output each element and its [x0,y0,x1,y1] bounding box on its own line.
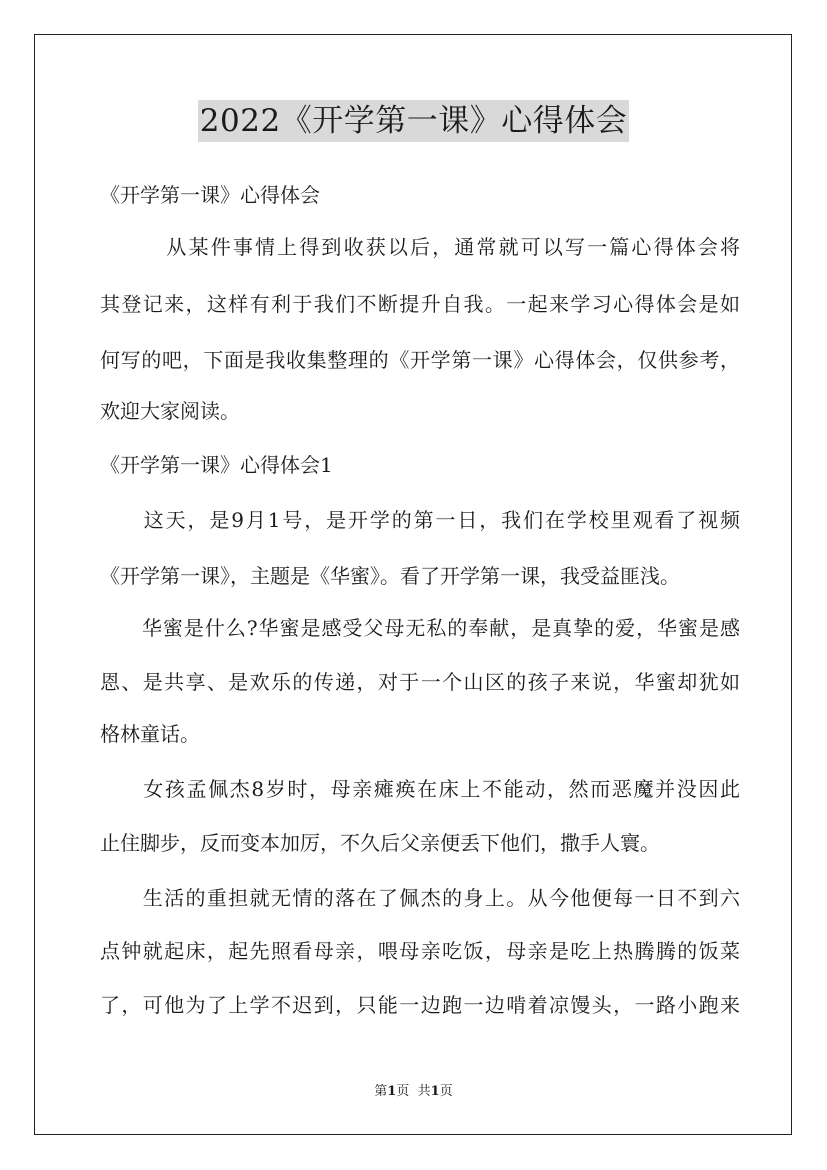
total-suffix: 页 [439,1084,453,1099]
page-suffix: 页 [396,1084,410,1099]
paragraph-line: 华蜜是什么?华蜜是感受父母无私的奉献，是真挚的爱，华蜜是感 [100,616,740,640]
paragraph-line: 其登记来，这样有利于我们不断提升自我。一起来学习心得体会是如 [100,292,740,316]
total-pages: 1 [430,1084,440,1099]
document-title-text: 2022《开学第一课》心得体会 [198,100,629,142]
paragraph-line: 点钟就起床，起先照看母亲，喂母亲吃饭，母亲是吃上热腾腾的饭菜 [100,939,740,963]
page-prefix: 第 [374,1084,388,1099]
total-prefix: 共 [417,1084,431,1099]
paragraph-line: 从某件事情上得到收获以后，通常就可以写一篇心得体会将 [100,235,740,259]
section-heading: 《开学第一课》心得体会 [100,183,320,207]
paragraph-line: 这天，是9月1号，是开学的第一日，我们在学校里观看了视频 [100,508,740,532]
paragraph-line: 格林童话。 [100,722,200,746]
paragraph-line: 《开学第一课》，主题是《华蜜》。看了开学第一课，我受益匪浅。 [100,564,680,588]
section-heading: 《开学第一课》心得体会1 [100,453,333,477]
page-number: 1 [387,1084,397,1099]
paragraph-line: 恩、是共享、是欢乐的传递，对于一个山区的孩子来说，华蜜却犹如 [100,670,740,694]
document-title [0,100,827,142]
paragraph-line: 生活的重担就无情的落在了佩杰的身上。从今他便每一日不到六 [100,886,740,910]
paragraph-line: 欢迎大家阅读。 [100,399,240,423]
paragraph-line: 止住脚步，反而变本加厉，不久后父亲便丢下他们，撒手人寰。 [100,831,660,855]
paragraph-line: 何写的吧，下面是我收集整理的《开学第一课》心得体会，仅供参考， [100,348,740,372]
paragraph-line: 了，可他为了上学不迟到，只能一边跑一边啃着凉馒头，一路小跑来 [100,993,740,1017]
page-footer [0,1082,827,1102]
paragraph-line: 女孩孟佩杰8岁时，母亲瘫痪在床上不能动，然而恶魔并没因此 [100,777,740,801]
